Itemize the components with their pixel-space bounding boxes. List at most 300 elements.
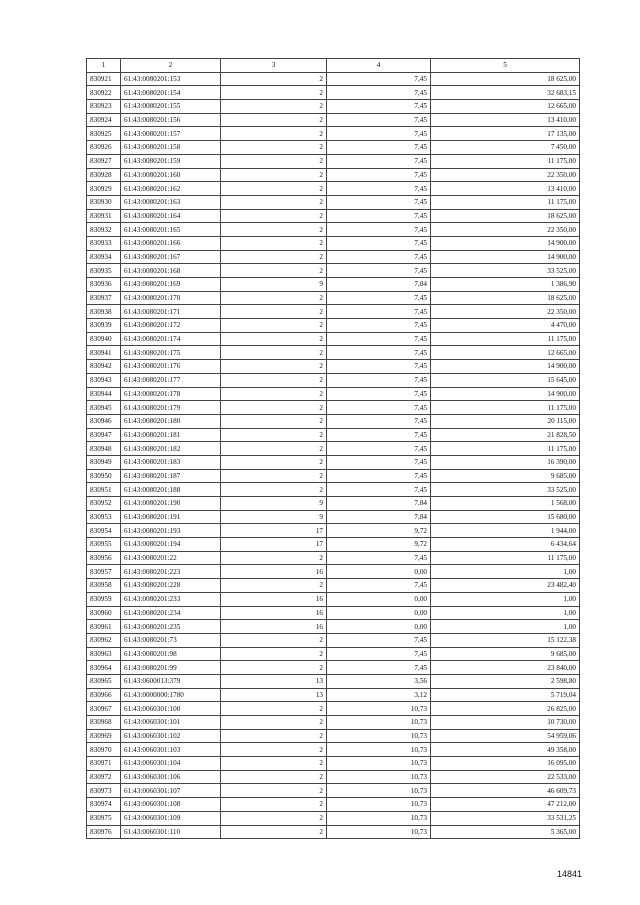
table-row <box>87 223 580 237</box>
table-row <box>87 182 580 196</box>
cell-col-3: 13 <box>221 688 327 702</box>
cell-col-3: 16 <box>221 606 327 620</box>
cell-col-2: 61:43:0080201:157 <box>121 127 221 141</box>
cell-col-1: 830950 <box>87 469 121 483</box>
cell-col-2: 61:43:0080201:171 <box>121 305 221 319</box>
cell-col-5: 14 900,00 <box>431 360 580 374</box>
table-row <box>87 127 580 141</box>
cell-col-3: 2 <box>221 332 327 346</box>
cell-col-4: 7,45 <box>327 414 431 428</box>
cell-col-4: 7,45 <box>327 100 431 114</box>
cell-col-1: 830938 <box>87 305 121 319</box>
cell-col-2: 61:43:0080201:156 <box>121 113 221 127</box>
table-row <box>87 469 580 483</box>
cell-col-1: 830939 <box>87 319 121 333</box>
cell-col-2: 61:43:0060301:106 <box>121 770 221 784</box>
table-row <box>87 291 580 305</box>
cell-col-3: 2 <box>221 319 327 333</box>
cell-col-5: 47 212,00 <box>431 798 580 812</box>
cell-col-2: 61:43:0080201:194 <box>121 538 221 552</box>
table-row <box>87 250 580 264</box>
cell-col-5: 13 410,00 <box>431 182 580 196</box>
cell-col-2: 61:43:0060301:100 <box>121 702 221 716</box>
cell-col-5: 21 828,50 <box>431 428 580 442</box>
cell-col-4: 7,84 <box>327 510 431 524</box>
cell-col-1: 830960 <box>87 606 121 620</box>
cell-col-4: 7,45 <box>327 442 431 456</box>
cell-col-3: 2 <box>221 387 327 401</box>
cell-col-3: 2 <box>221 702 327 716</box>
table-row <box>87 551 580 565</box>
cell-col-3: 2 <box>221 825 327 839</box>
cell-col-1: 830968 <box>87 716 121 730</box>
cell-col-5: 23 482,40 <box>431 579 580 593</box>
cell-col-3: 2 <box>221 223 327 237</box>
cell-col-2: 61:43:0080201:165 <box>121 223 221 237</box>
cell-col-5: 22 350,00 <box>431 305 580 319</box>
cell-col-3: 2 <box>221 716 327 730</box>
table-row <box>87 579 580 593</box>
cell-col-1: 830963 <box>87 647 121 661</box>
cell-col-5: 1,00 <box>431 592 580 606</box>
table-row <box>87 798 580 812</box>
cell-col-2: 61:43:0080201:177 <box>121 373 221 387</box>
cell-col-4: 0,00 <box>327 592 431 606</box>
cell-col-1: 830946 <box>87 414 121 428</box>
cell-col-4: 7,45 <box>327 305 431 319</box>
cell-col-5: 9 685,00 <box>431 469 580 483</box>
table-row <box>87 770 580 784</box>
cell-col-5: 12 665,00 <box>431 100 580 114</box>
cell-col-5: 32 683,15 <box>431 86 580 100</box>
cell-col-5: 33 525,00 <box>431 483 580 497</box>
cell-col-4: 7,45 <box>327 319 431 333</box>
cell-col-3: 2 <box>221 770 327 784</box>
cell-col-5: 26 825,00 <box>431 702 580 716</box>
cell-col-1: 830973 <box>87 784 121 798</box>
cell-col-3: 2 <box>221 551 327 565</box>
cell-col-1: 830953 <box>87 510 121 524</box>
cell-col-1: 830944 <box>87 387 121 401</box>
cell-col-5: 1 568,00 <box>431 497 580 511</box>
cell-col-3: 16 <box>221 565 327 579</box>
cell-col-2: 61:43:0080201:182 <box>121 442 221 456</box>
cell-col-5: 12 665,00 <box>431 346 580 360</box>
cell-col-3: 2 <box>221 455 327 469</box>
cell-col-4: 7,45 <box>327 72 431 86</box>
cell-col-5: 5 719,04 <box>431 688 580 702</box>
table-row <box>87 154 580 168</box>
cell-col-4: 7,45 <box>327 633 431 647</box>
cell-col-2: 61:43:0080201:178 <box>121 387 221 401</box>
cell-col-3: 2 <box>221 168 327 182</box>
cell-col-2: 61:43:0080201:180 <box>121 414 221 428</box>
table-row <box>87 332 580 346</box>
cell-col-3: 9 <box>221 278 327 292</box>
cell-col-2: 61:43:0080201:191 <box>121 510 221 524</box>
cell-col-5: 49 358,00 <box>431 743 580 757</box>
cell-col-2: 61:43:0080201:167 <box>121 250 221 264</box>
cell-col-4: 10,73 <box>327 825 431 839</box>
cell-col-2: 61:43:0080201:190 <box>121 497 221 511</box>
cell-col-5: 9 685,00 <box>431 647 580 661</box>
cell-col-5: 15 122,38 <box>431 633 580 647</box>
cell-col-1: 830942 <box>87 360 121 374</box>
cell-col-4: 7,45 <box>327 223 431 237</box>
cell-col-4: 0,00 <box>327 565 431 579</box>
cell-col-2: 61:43:0060301:103 <box>121 743 221 757</box>
cell-col-3: 2 <box>221 113 327 127</box>
cell-col-2: 61:43:0080201:179 <box>121 401 221 415</box>
table-row <box>87 674 580 688</box>
cell-col-1: 830941 <box>87 346 121 360</box>
table-row <box>87 455 580 469</box>
cell-col-1: 830952 <box>87 497 121 511</box>
column-header-5: 5 <box>431 59 580 73</box>
cell-col-5: 7 450,00 <box>431 141 580 155</box>
cell-col-5: 1,00 <box>431 620 580 634</box>
table-row <box>87 387 580 401</box>
table-row <box>87 100 580 114</box>
page-number: 14841 <box>557 869 583 879</box>
cell-col-4: 10,73 <box>327 811 431 825</box>
cell-col-1: 830976 <box>87 825 121 839</box>
cell-col-2: 61:43:0060301:107 <box>121 784 221 798</box>
cell-col-4: 10,73 <box>327 798 431 812</box>
cell-col-5: 22 533,00 <box>431 770 580 784</box>
cell-col-4: 10,73 <box>327 716 431 730</box>
cell-col-3: 2 <box>221 579 327 593</box>
cell-col-5: 11 175,00 <box>431 551 580 565</box>
cell-col-2: 61:43:0080201:155 <box>121 100 221 114</box>
table-row <box>87 278 580 292</box>
cell-col-4: 7,45 <box>327 195 431 209</box>
column-header-1: 1 <box>87 59 121 73</box>
table-row <box>87 743 580 757</box>
cell-col-4: 3,56 <box>327 674 431 688</box>
cell-col-4: 7,45 <box>327 250 431 264</box>
table-row <box>87 236 580 250</box>
cell-col-3: 2 <box>221 250 327 264</box>
cell-col-2: 61:43:0080201:162 <box>121 182 221 196</box>
cell-col-5: 15 680,00 <box>431 510 580 524</box>
cell-col-5: 1,00 <box>431 606 580 620</box>
cell-col-4: 7,45 <box>327 332 431 346</box>
cell-col-4: 10,73 <box>327 784 431 798</box>
cell-col-3: 2 <box>221 236 327 250</box>
cell-col-2: 61:43:0060301:102 <box>121 729 221 743</box>
cell-col-3: 2 <box>221 291 327 305</box>
cell-col-5: 11 175,00 <box>431 195 580 209</box>
cell-col-5: 5 365,00 <box>431 825 580 839</box>
cell-col-4: 7,45 <box>327 236 431 250</box>
cell-col-3: 9 <box>221 497 327 511</box>
cell-col-2: 61:43:0080201:235 <box>121 620 221 634</box>
cell-col-2: 61:43:0080201:172 <box>121 319 221 333</box>
cell-col-3: 2 <box>221 743 327 757</box>
cell-col-3: 2 <box>221 414 327 428</box>
table-row <box>87 538 580 552</box>
table-row <box>87 784 580 798</box>
cell-col-1: 830945 <box>87 401 121 415</box>
cell-col-2: 61:43:0080201:168 <box>121 264 221 278</box>
cell-col-5: 11 175,00 <box>431 401 580 415</box>
table-row <box>87 524 580 538</box>
cell-col-4: 7,45 <box>327 346 431 360</box>
cell-col-4: 0,00 <box>327 606 431 620</box>
table-row <box>87 401 580 415</box>
cell-col-3: 2 <box>221 209 327 223</box>
cell-col-4: 7,45 <box>327 469 431 483</box>
cell-col-3: 2 <box>221 346 327 360</box>
cell-col-1: 830936 <box>87 278 121 292</box>
cell-col-1: 830951 <box>87 483 121 497</box>
cell-col-3: 2 <box>221 182 327 196</box>
table-row <box>87 264 580 278</box>
cell-col-3: 2 <box>221 195 327 209</box>
cell-col-2: 61:43:0080201:170 <box>121 291 221 305</box>
cell-col-3: 2 <box>221 100 327 114</box>
cell-col-1: 830957 <box>87 565 121 579</box>
cell-col-2: 61:43:0080201:153 <box>121 72 221 86</box>
cell-col-3: 2 <box>221 469 327 483</box>
cell-col-3: 2 <box>221 442 327 456</box>
cell-col-5: 11 175,00 <box>431 154 580 168</box>
cell-col-1: 830967 <box>87 702 121 716</box>
cell-col-1: 830974 <box>87 798 121 812</box>
cell-col-2: 61:43:0080201:223 <box>121 565 221 579</box>
cell-col-2: 61:43:0080201:228 <box>121 579 221 593</box>
data-table <box>86 58 580 839</box>
cell-col-2: 61:43:0080201:174 <box>121 332 221 346</box>
cell-col-2: 61:43:0080201:187 <box>121 469 221 483</box>
cell-col-4: 7,45 <box>327 428 431 442</box>
cell-col-1: 830926 <box>87 141 121 155</box>
column-header-3: 3 <box>221 59 327 73</box>
cell-col-2: 61:43:0080201:22 <box>121 551 221 565</box>
cell-col-3: 2 <box>221 72 327 86</box>
cell-col-5: 18 625,00 <box>431 291 580 305</box>
cell-col-3: 13 <box>221 674 327 688</box>
cell-col-1: 830940 <box>87 332 121 346</box>
cell-col-2: 61:43:0080201:169 <box>121 278 221 292</box>
cell-col-5: 23 840,00 <box>431 661 580 675</box>
table-row <box>87 661 580 675</box>
cell-col-2: 61:43:0080201:176 <box>121 360 221 374</box>
cell-col-5: 1 944,00 <box>431 524 580 538</box>
table-row <box>87 319 580 333</box>
cell-col-4: 7,45 <box>327 127 431 141</box>
cell-col-5: 54 959,06 <box>431 729 580 743</box>
table-row <box>87 346 580 360</box>
cell-col-1: 830948 <box>87 442 121 456</box>
table-row <box>87 647 580 661</box>
cell-col-4: 7,45 <box>327 209 431 223</box>
table-row <box>87 620 580 634</box>
cell-col-2: 61:43:0060301:101 <box>121 716 221 730</box>
cell-col-2: 61:43:0080201:234 <box>121 606 221 620</box>
cell-col-4: 10,73 <box>327 702 431 716</box>
cell-col-2: 61:43:0080201:233 <box>121 592 221 606</box>
cell-col-3: 9 <box>221 510 327 524</box>
cell-col-3: 2 <box>221 154 327 168</box>
cell-col-1: 830966 <box>87 688 121 702</box>
cell-col-3: 2 <box>221 483 327 497</box>
cell-col-5: 18 625,00 <box>431 209 580 223</box>
table-row <box>87 113 580 127</box>
cell-col-2: 61:43:0080201:159 <box>121 154 221 168</box>
cell-col-2: 61:43:0080201:164 <box>121 209 221 223</box>
cell-col-4: 7,45 <box>327 360 431 374</box>
cell-col-5: 22 350,00 <box>431 223 580 237</box>
cell-col-1: 830969 <box>87 729 121 743</box>
cell-col-2: 61:43:0080201:163 <box>121 195 221 209</box>
table-row <box>87 141 580 155</box>
cell-col-1: 830955 <box>87 538 121 552</box>
table-row <box>87 360 580 374</box>
cell-col-4: 7,84 <box>327 497 431 511</box>
cell-col-5: 10 730,00 <box>431 716 580 730</box>
cell-col-3: 2 <box>221 127 327 141</box>
cell-col-1: 830962 <box>87 633 121 647</box>
cell-col-1: 830956 <box>87 551 121 565</box>
cell-col-5: 16 095,00 <box>431 757 580 771</box>
cell-col-3: 17 <box>221 538 327 552</box>
cell-col-4: 9,72 <box>327 538 431 552</box>
cell-col-4: 7,45 <box>327 86 431 100</box>
cell-col-1: 830934 <box>87 250 121 264</box>
cell-col-1: 830970 <box>87 743 121 757</box>
table-row <box>87 592 580 606</box>
cell-col-2: 61:43:0080201:160 <box>121 168 221 182</box>
cell-col-3: 16 <box>221 592 327 606</box>
cell-col-1: 830949 <box>87 455 121 469</box>
cell-col-4: 7,45 <box>327 291 431 305</box>
cell-col-3: 2 <box>221 373 327 387</box>
cell-col-4: 9,72 <box>327 524 431 538</box>
table-row <box>87 633 580 647</box>
cell-col-4: 0,00 <box>327 620 431 634</box>
cell-col-4: 7,45 <box>327 551 431 565</box>
cell-col-4: 7,45 <box>327 661 431 675</box>
cell-col-2: 61:43:0060301:109 <box>121 811 221 825</box>
cell-col-5: 14 900,00 <box>431 236 580 250</box>
cell-col-1: 830954 <box>87 524 121 538</box>
cell-col-5: 18 625,00 <box>431 72 580 86</box>
cell-col-4: 7,45 <box>327 455 431 469</box>
cell-col-3: 2 <box>221 647 327 661</box>
column-header-4: 4 <box>327 59 431 73</box>
table-row <box>87 565 580 579</box>
cell-col-1: 830923 <box>87 100 121 114</box>
cell-col-4: 10,73 <box>327 770 431 784</box>
cell-col-5: 2 598,80 <box>431 674 580 688</box>
table-row <box>87 373 580 387</box>
cell-col-3: 2 <box>221 661 327 675</box>
cell-col-2: 61:43:0060301:104 <box>121 757 221 771</box>
cell-col-1: 830930 <box>87 195 121 209</box>
cell-col-4: 7,45 <box>327 154 431 168</box>
cell-col-3: 2 <box>221 360 327 374</box>
cell-col-2: 61:43:0600013:379 <box>121 674 221 688</box>
table-row <box>87 414 580 428</box>
cell-col-1: 830931 <box>87 209 121 223</box>
cell-col-4: 7,45 <box>327 401 431 415</box>
table-row <box>87 72 580 86</box>
cell-col-1: 830964 <box>87 661 121 675</box>
cell-col-3: 2 <box>221 633 327 647</box>
cell-col-1: 830971 <box>87 757 121 771</box>
cell-col-3: 17 <box>221 524 327 538</box>
cell-col-5: 13 410,00 <box>431 113 580 127</box>
cell-col-5: 17 135,00 <box>431 127 580 141</box>
cell-col-3: 2 <box>221 264 327 278</box>
table-row <box>87 497 580 511</box>
cell-col-4: 10,73 <box>327 729 431 743</box>
cell-col-4: 7,45 <box>327 483 431 497</box>
cell-col-3: 16 <box>221 620 327 634</box>
table-row <box>87 716 580 730</box>
cell-col-2: 61:43:0060301:110 <box>121 825 221 839</box>
cell-col-5: 1 386,90 <box>431 278 580 292</box>
cell-col-4: 7,45 <box>327 168 431 182</box>
cell-col-1: 830959 <box>87 592 121 606</box>
cell-col-4: 7,45 <box>327 387 431 401</box>
cell-col-5: 11 175,00 <box>431 332 580 346</box>
cell-col-5: 15 645,00 <box>431 373 580 387</box>
cell-col-3: 2 <box>221 757 327 771</box>
cell-col-2: 61:43:0080201:99 <box>121 661 221 675</box>
cell-col-5: 4 470,00 <box>431 319 580 333</box>
cell-col-1: 830958 <box>87 579 121 593</box>
cell-col-1: 830972 <box>87 770 121 784</box>
table-body <box>87 72 580 839</box>
cell-col-3: 2 <box>221 305 327 319</box>
cell-col-4: 7,45 <box>327 113 431 127</box>
cell-col-1: 830975 <box>87 811 121 825</box>
cell-col-1: 830937 <box>87 291 121 305</box>
table-row <box>87 305 580 319</box>
cell-col-1: 830947 <box>87 428 121 442</box>
cell-col-3: 2 <box>221 141 327 155</box>
cell-col-2: 61:43:0080201:154 <box>121 86 221 100</box>
table-row <box>87 757 580 771</box>
cell-col-5: 6 434,64 <box>431 538 580 552</box>
cell-col-3: 2 <box>221 784 327 798</box>
cell-col-2: 61:43:0060301:108 <box>121 798 221 812</box>
table-row <box>87 510 580 524</box>
table-row <box>87 702 580 716</box>
column-header-2: 2 <box>121 59 221 73</box>
cell-col-5: 20 115,00 <box>431 414 580 428</box>
cell-col-3: 2 <box>221 86 327 100</box>
cell-col-1: 830965 <box>87 674 121 688</box>
cell-col-4: 7,45 <box>327 182 431 196</box>
cell-col-1: 830933 <box>87 236 121 250</box>
cell-col-2: 61:43:0080201:193 <box>121 524 221 538</box>
cell-col-1: 830928 <box>87 168 121 182</box>
table-row <box>87 483 580 497</box>
table-row <box>87 86 580 100</box>
cell-col-5: 14 900,00 <box>431 387 580 401</box>
cell-col-2: 61:43:0080201:158 <box>121 141 221 155</box>
cell-col-5: 14 900,00 <box>431 250 580 264</box>
cell-col-3: 2 <box>221 811 327 825</box>
cell-col-2: 61:43:0080201:188 <box>121 483 221 497</box>
cell-col-4: 10,73 <box>327 743 431 757</box>
table-row <box>87 195 580 209</box>
cell-col-1: 830924 <box>87 113 121 127</box>
